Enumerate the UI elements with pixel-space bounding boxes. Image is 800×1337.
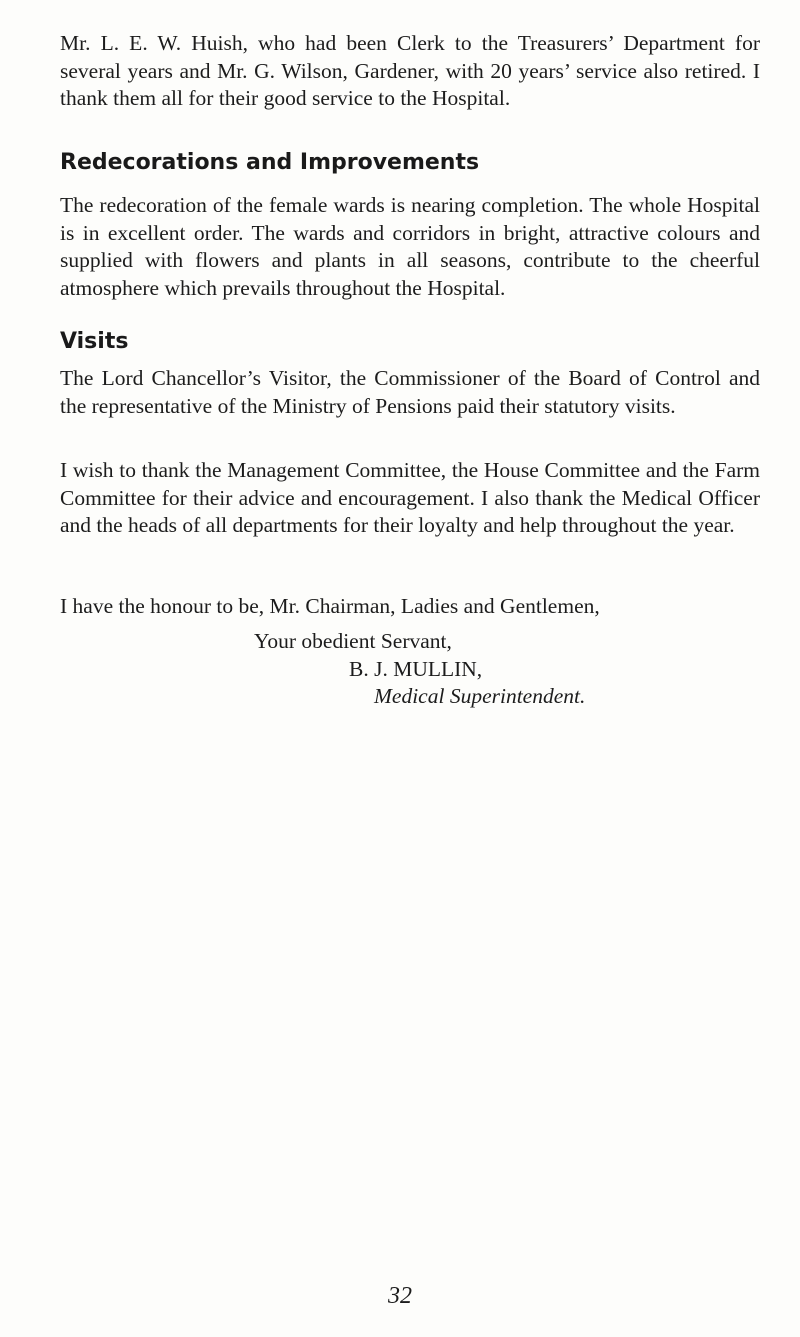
heading-visits: Visits xyxy=(60,329,129,354)
paragraph-thanks: I wish to thank the Management Committee, the House Committee and the Farm Committee for their advice and encouragement. I also thank the Medical Officer and the heads of all departments for their loyalty and help throughout the year. xyxy=(60,458,760,537)
signatory-title: Medical Superintendent. xyxy=(374,684,586,708)
signatory-name: B. J. MULLIN, xyxy=(349,656,483,681)
page-number: 32 xyxy=(388,1283,412,1309)
letter-closing xyxy=(60,628,760,711)
paragraph-visits: The Lord Chancellor’s Visitor, the Commissioner of the Board of Control and the representative of the Ministry of Pensions paid their statutory visits. xyxy=(60,366,760,418)
valediction: Your obedient Servant, xyxy=(254,629,452,653)
heading-redecorations: Redecorations and Improvements xyxy=(60,150,480,175)
paragraph-retirements: Mr. L. E. W. Huish, who had been Clerk to the Treasurers’ Department for several years and Mr. G. Wilson, Gardener, with 20 years’ service also retired. I thank them all for their good service to the Hospital. xyxy=(60,31,760,110)
paragraph-honour: I have the honour to be, Mr. Chairman, Ladies and Gentlemen, xyxy=(60,594,600,618)
paragraph-redecorations: The redecoration of the female wards is nearing completion. The whole Hospital is in excellent order. The wards and corridors in bright, attractive colours and supplied with flowers and plants in all seasons, contribute to the cheerful atmosphere which prevails throughout the Hospital. xyxy=(60,193,760,300)
